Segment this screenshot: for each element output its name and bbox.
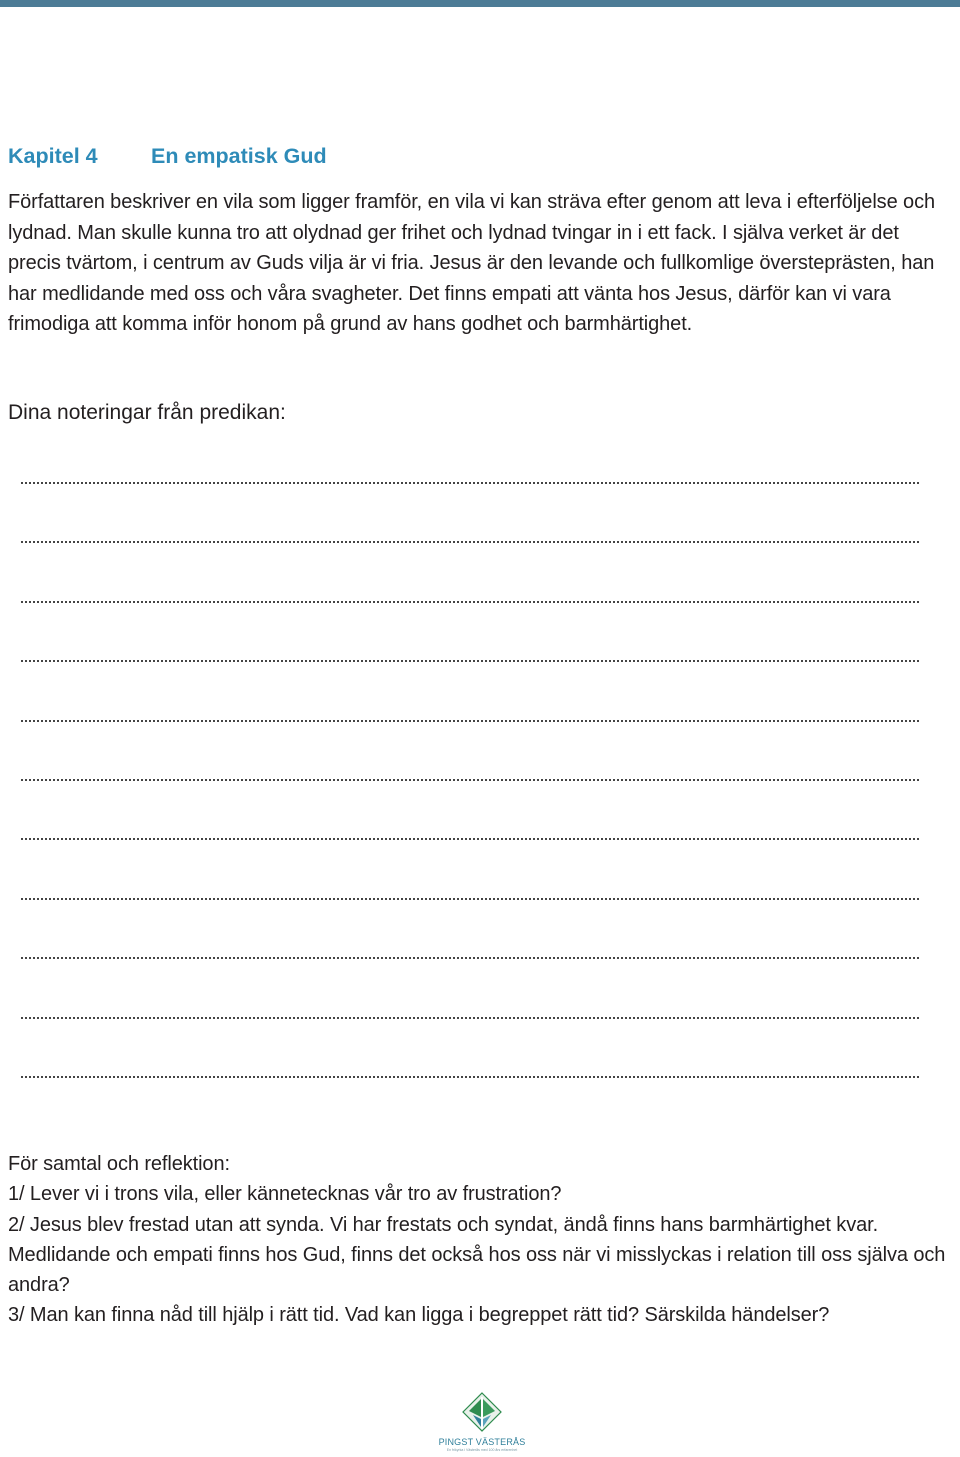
note-line (21, 482, 919, 484)
note-line (21, 838, 919, 840)
pingst-vasteras-logo (437, 1391, 527, 1453)
note-line (21, 1076, 919, 1078)
chapter-title: En empatisk Gud (151, 144, 327, 168)
logo-tagline: En frikyrka i Västerås med 100 års erfarenhet (446, 1448, 518, 1452)
note-line (21, 541, 919, 543)
notes-label: Dina noteringar från predikan: (8, 401, 286, 424)
reflection-section (8, 1149, 953, 1331)
reflection-heading: För samtal och reflektion: (8, 1153, 230, 1175)
top-rule (0, 0, 960, 7)
note-line (21, 660, 919, 662)
intro-paragraph: Författaren beskriver en vila som ligger framför, en vila vi kan sträva efter genom att leva i efterföljelse och lydnad. Man skulle kunna tro att olydnad ger frihet och lydnad tvingar in i ett fack. I själva verket är det precis tvärtom, i centrum av Guds vilja är vi fria. Jesus är den levande och fullkomlige översteprästen, han har medlidande med oss och våra svagheter. Det finns empati att vänta hos Jesus, därför kan vi vara frimodiga att komma inför honom på grund av hans godhet och barmhärtighet. (8, 191, 935, 335)
pingst-vasteras-logo-icon (461, 1391, 503, 1435)
note-line (21, 779, 919, 781)
logo-name: PINGST VÄSTERÅS (438, 1437, 526, 1447)
note-line (21, 601, 919, 603)
reflection-question-3: 3/ Man kan finna nåd till hjälp i rätt tid. Vad kan ligga i begreppet rätt tid? Särskilda händelser? (8, 1304, 830, 1327)
note-line (21, 720, 919, 722)
note-line (21, 898, 919, 900)
note-line (21, 957, 919, 959)
reflection-question-1: 1/ Lever vi i trons vila, eller kännetecknas vår tro av frustration? (8, 1183, 562, 1206)
reflection-question-2: 2/ Jesus blev frestad utan att synda. Vi har frestats och syndat, ändå finns hans barmhärtighet kvar. Medlidande och empati finns hos Gud, finns det också hos oss när vi misslyckas i relation till oss själva och andra? (8, 1213, 946, 1297)
chapter-heading (8, 144, 327, 169)
chapter-number: Kapitel 4 (8, 144, 98, 168)
note-line (21, 1017, 919, 1019)
